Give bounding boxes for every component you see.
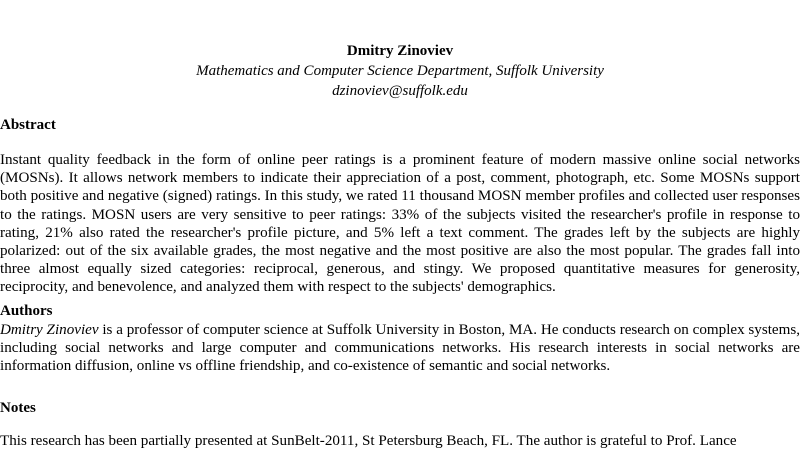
authors-paragraph <box>0 321 800 376</box>
title-block <box>0 41 800 101</box>
abstract-text: Instant quality feedback in the form of online peer ratings is a prominent feature of modern massive online social networks (MOSNs). It allows network members to indicate their appreciation of a post, comment, photograph, etc. Some MOSNs support both positive and negative (signed) ratings. In this study, we rated 11 thousand MOSN member profiles and collected user responses to the ratings. MOSN users are very sensitive to peer ratings: 33% of the subjects visited the researcher's profile in response to rating, 21% also rated the researcher's profile picture, and 5% left a text comment. The grades left by the subjects are highly polarized: out of the six available grades, the most negative and the most positive are also the most popular. The grades fall into three almost equally sized categories: reciprocal, generous, and stingy. We proposed quantitative measures for generosity, reciprocity, and benevolence, and analyzed them with respect to the subjects' demographics. <box>0 152 800 296</box>
author-bio-text: is a professor of computer science at Suffolk University in Boston, MA. He conducts research on complex systems, including social networks and large computer and communications networks. His research interests in social networks are information diffusion, online vs offline friendship, and co-existence of semantic and social networks. <box>0 322 800 375</box>
author-name-italic: Dmitry Zinoviev <box>0 322 99 338</box>
notes-heading: Notes <box>0 400 36 416</box>
author-affiliation: Mathematics and Computer Science Department, Suffolk University <box>196 63 604 79</box>
notes-text: This research has been partially presented at SunBelt-2011, St Petersburg Beach, FL. The author is grateful to Prof. Lance <box>0 433 737 449</box>
authors-heading: Authors <box>0 303 53 319</box>
abstract-heading: Abstract <box>0 117 56 133</box>
author-email: dzinoviev@suffolk.edu <box>332 83 468 99</box>
author-name: Dmitry Zinoviev <box>346 43 454 59</box>
